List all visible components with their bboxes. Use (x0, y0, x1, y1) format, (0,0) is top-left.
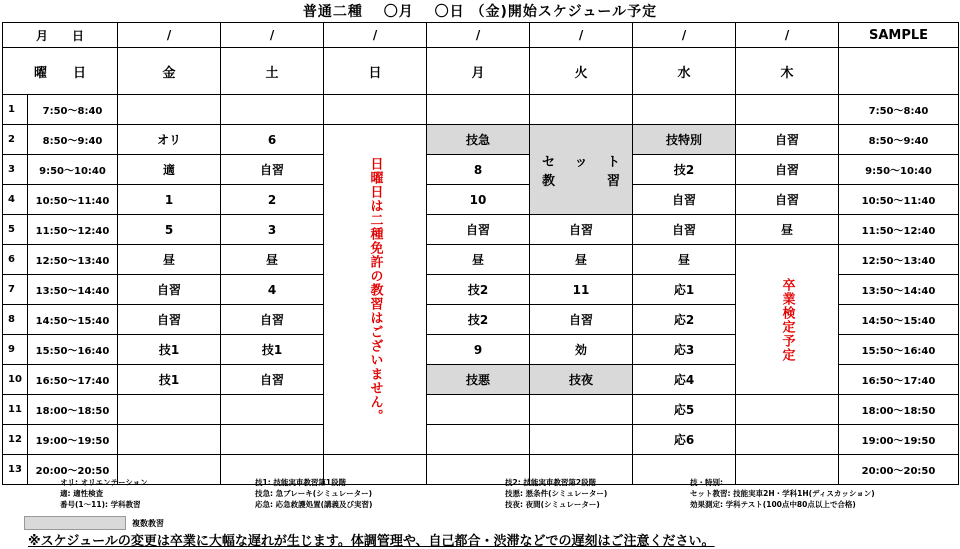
thursday-note-cell (736, 245, 839, 395)
cell-sat: 6 (221, 125, 324, 155)
set-char: ッ (574, 154, 588, 170)
weekday-thu: 木 (736, 48, 839, 95)
period-time: 20:00～20:50 (28, 455, 118, 485)
period-number: 13 (3, 455, 28, 485)
graduation-exam-note: 卒業検定予定 (779, 277, 795, 362)
table-row (3, 155, 959, 185)
cell-thu (736, 95, 839, 125)
period-number: 3 (3, 155, 28, 185)
legend-item: 効果測定: 学科テスト(100点中80点以上で合格) (690, 500, 856, 509)
legend-item: 番号(1～11): 学科教習 (60, 500, 141, 509)
cell-mon: 技急 (427, 125, 530, 155)
cell-sat (221, 395, 324, 425)
weekday-row (3, 48, 959, 95)
period-number: 11 (3, 395, 28, 425)
weekday-label: 曜 日 (3, 48, 118, 95)
set-char: 習 (607, 173, 621, 189)
legend-item: 技夜: 夜間(シミュレーター) (505, 500, 600, 509)
period-time: 12:50～13:40 (28, 245, 118, 275)
period-time: 16:50～17:40 (28, 365, 118, 395)
cell-thu: 自習 (736, 155, 839, 185)
cell-fri: 技1 (118, 335, 221, 365)
period-time: 14:50～15:40 (28, 305, 118, 335)
cell-thu: 自習 (736, 185, 839, 215)
period-time: 19:00～19:50 (28, 425, 118, 455)
table-row (3, 95, 959, 125)
period-number: 7 (3, 275, 28, 305)
cell-sat: 2 (221, 185, 324, 215)
cell-wed: 技2 (633, 155, 736, 185)
period-number: 2 (3, 125, 28, 155)
cell-fri (118, 95, 221, 125)
sample-time: 19:00～19:50 (839, 425, 959, 455)
cell-sun (324, 95, 427, 125)
legend-item: 技・特別: (690, 478, 723, 487)
cell-mon: 技2 (427, 275, 530, 305)
cell-wed: 自習 (633, 215, 736, 245)
cell-mon: 技2 (427, 305, 530, 335)
cell-mon: 昼 (427, 245, 530, 275)
sample-label: SAMPLE (839, 23, 959, 48)
cell-sat: 自習 (221, 305, 324, 335)
date-label: 月 日 (3, 23, 118, 48)
cell-thu (736, 425, 839, 455)
legend-item: 技急: 急ブレーキ(シミュレーター) (255, 489, 373, 498)
sample-blank-cell (839, 48, 959, 95)
cell-sat: 4 (221, 275, 324, 305)
period-number: 12 (3, 425, 28, 455)
cell-sat: 技1 (221, 335, 324, 365)
cell-wed (633, 95, 736, 125)
legend-item: 技2: 技能実車教習第2段階 (505, 478, 597, 487)
cell-fri: 適 (118, 155, 221, 185)
legend-item: 適: 適性検査 (60, 489, 104, 498)
cell-wed: 応6 (633, 425, 736, 455)
cell-mon (427, 395, 530, 425)
cell-thu (736, 395, 839, 425)
sample-time: 7:50～8:40 (839, 95, 959, 125)
table-row (3, 125, 959, 155)
date-cell: / (324, 23, 427, 48)
weekday-mon: 月 (427, 48, 530, 95)
cell-wed: 応5 (633, 395, 736, 425)
cell-wed: 応4 (633, 365, 736, 395)
date-row (3, 23, 959, 48)
cell-wed: 技特別 (633, 125, 736, 155)
cell-sat: 自習 (221, 155, 324, 185)
schedule-title: 普通二種 〇月 〇日 （金)開始スケジュール予定 (302, 4, 658, 20)
cell-mon: 8 (427, 155, 530, 185)
period-number: 10 (3, 365, 28, 395)
schedule-table (2, 22, 959, 485)
cell-mon: 10 (427, 185, 530, 215)
set-char: ト (606, 154, 620, 170)
cell-wed: 昼 (633, 245, 736, 275)
sample-time: 20:00～20:50 (839, 455, 959, 485)
legend-item: セット教習: 技能実車2H・学科1H(ディスカッション) (690, 489, 875, 498)
date-cell: / (427, 23, 530, 48)
weekday-tue: 火 (530, 48, 633, 95)
date-cell: / (221, 23, 324, 48)
set-char: セ (542, 154, 556, 170)
sample-time: 11:50～12:40 (839, 215, 959, 245)
cell-fri: オリ (118, 125, 221, 155)
period-number: 1 (3, 95, 28, 125)
date-cell: / (736, 23, 839, 48)
legend-column-4 (690, 477, 875, 510)
cell-tue: 自習 (530, 305, 633, 335)
cell-tue (530, 395, 633, 425)
cell-tue: 11 (530, 275, 633, 305)
cell-sat: 昼 (221, 245, 324, 275)
period-time: 15:50～16:40 (28, 335, 118, 365)
period-time: 7:50～8:40 (28, 95, 118, 125)
sample-time: 14:50～15:40 (839, 305, 959, 335)
cell-wed: 自習 (633, 185, 736, 215)
period-time: 9:50～10:40 (28, 155, 118, 185)
period-time: 8:50～9:40 (28, 125, 118, 155)
sunday-note-cell (324, 125, 427, 455)
cell-sat: 3 (221, 215, 324, 245)
sample-time: 9:50～10:40 (839, 155, 959, 185)
cell-mon: 自習 (427, 215, 530, 245)
sample-time: 13:50～14:40 (839, 275, 959, 305)
period-time: 10:50～11:40 (28, 185, 118, 215)
table-row (3, 425, 959, 455)
weekday-sun: 日 (324, 48, 427, 95)
period-time: 13:50～14:40 (28, 275, 118, 305)
table-row (3, 185, 959, 215)
legend-column-2 (255, 477, 372, 510)
cell-fri: 自習 (118, 305, 221, 335)
period-number: 6 (3, 245, 28, 275)
cell-fri: 1 (118, 185, 221, 215)
cell-fri: 5 (118, 215, 221, 245)
cell-tue: 技夜 (530, 365, 633, 395)
cell-tue: 自習 (530, 215, 633, 245)
sample-time: 16:50～17:40 (839, 365, 959, 395)
table-row (3, 245, 959, 275)
multi-lesson-swatch (24, 516, 126, 530)
date-cell: / (633, 23, 736, 48)
set-kyoshu-cell (530, 125, 633, 215)
table-row (3, 395, 959, 425)
cell-sat (221, 95, 324, 125)
cell-sat: 自習 (221, 365, 324, 395)
period-time: 11:50～12:40 (28, 215, 118, 245)
cell-mon (427, 95, 530, 125)
cell-tue: 昼 (530, 245, 633, 275)
cell-wed: 応1 (633, 275, 736, 305)
sunday-note: 日曜日は二種免許の教習はございません。 (367, 156, 383, 423)
cell-mon: 9 (427, 335, 530, 365)
cell-tue (530, 425, 633, 455)
legend-column-1 (60, 477, 148, 510)
cell-thu: 昼 (736, 215, 839, 245)
multi-lesson-label: 複数教習 (132, 519, 164, 528)
sample-time: 18:00～18:50 (839, 395, 959, 425)
weekday-wed: 水 (633, 48, 736, 95)
period-number: 4 (3, 185, 28, 215)
legend-item: 技1: 技能実車教習第1段階 (255, 478, 347, 487)
cell-fri: 昼 (118, 245, 221, 275)
sample-time: 15:50～16:40 (839, 335, 959, 365)
legend-item: オリ: オリエンテーション (60, 478, 148, 487)
cell-fri (118, 395, 221, 425)
sample-time: 10:50～11:40 (839, 185, 959, 215)
legend-item: 応急: 応急救護処置(講義及び実習) (255, 500, 373, 509)
date-cell: / (118, 23, 221, 48)
period-number: 8 (3, 305, 28, 335)
schedule-notice: ※スケジュールの変更は卒業に大幅な遅れが生じます。体調管理や、自己都合・渋滞などでの遅刻はご注意ください。 (28, 534, 715, 549)
weekday-sat: 土 (221, 48, 324, 95)
cell-tue (530, 95, 633, 125)
cell-wed: 応3 (633, 335, 736, 365)
table-row (3, 215, 959, 245)
cell-wed: 応2 (633, 305, 736, 335)
cell-mon (427, 425, 530, 455)
period-number: 9 (3, 335, 28, 365)
sample-time: 12:50～13:40 (839, 245, 959, 275)
legend-column-3 (505, 477, 607, 510)
cell-sat (221, 425, 324, 455)
cell-fri: 自習 (118, 275, 221, 305)
period-time: 18:00～18:50 (28, 395, 118, 425)
period-number: 5 (3, 215, 28, 245)
cell-thu: 自習 (736, 125, 839, 155)
cell-fri: 技1 (118, 365, 221, 395)
cell-tue: 効 (530, 335, 633, 365)
cell-fri (118, 425, 221, 455)
legend-item: 技悪: 悪条件(シミュレーター) (505, 489, 608, 498)
set-char: 教 (542, 173, 556, 189)
sample-time: 8:50～9:40 (839, 125, 959, 155)
weekday-fri: 金 (118, 48, 221, 95)
cell-mon: 技悪 (427, 365, 530, 395)
date-cell: / (530, 23, 633, 48)
